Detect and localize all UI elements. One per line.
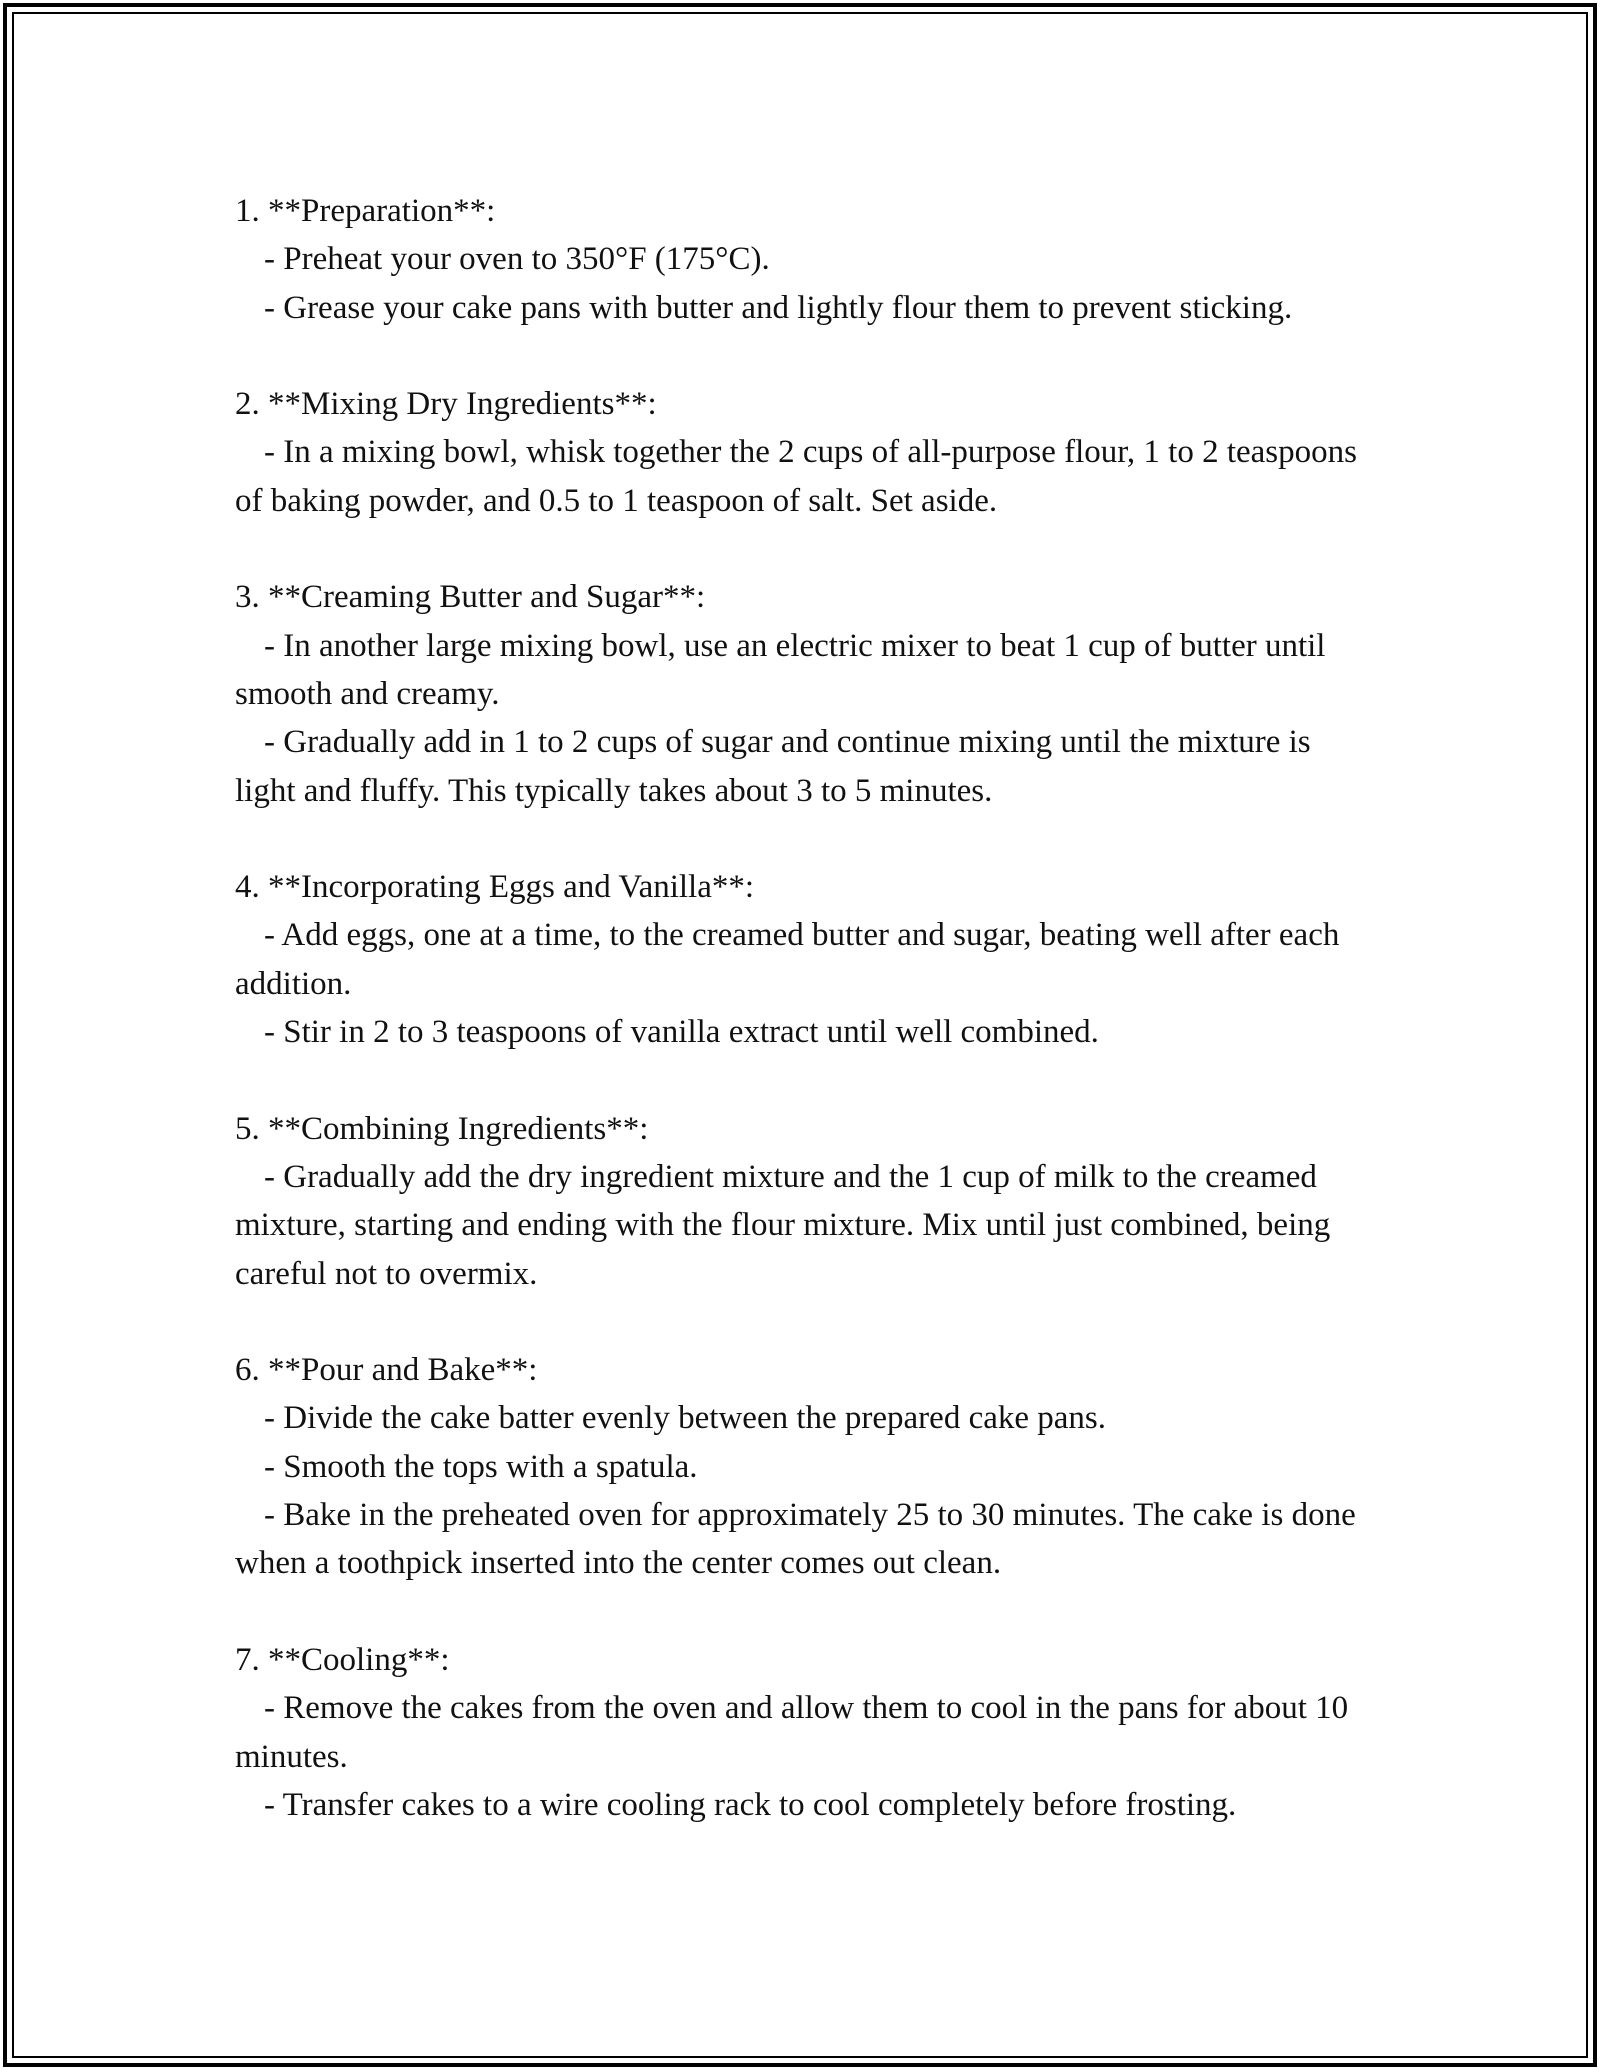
step-bullet: - In a mixing bowl, whisk together the 2 cups of all-purpose flour, 1 to 2 teaspoons of baking powder, and 0.5 to 1 teaspoon of salt. Set aside. bbox=[235, 434, 1357, 519]
step-title: 7. **Cooling**: bbox=[235, 1641, 450, 1678]
step-bullet: - Remove the cakes from the oven and allow them to cool in the pans for about 10 minutes. bbox=[235, 1690, 1349, 1775]
step-pour-and-bake bbox=[235, 1346, 1370, 1587]
recipe-instructions bbox=[235, 187, 1370, 1829]
step-mixing-dry-ingredients bbox=[235, 380, 1370, 525]
step-title: 2. **Mixing Dry Ingredients**: bbox=[235, 386, 657, 423]
step-bullet: - Preheat your oven to 350°F (175°C). bbox=[264, 241, 770, 278]
step-bullet: - Add eggs, one at a time, to the creamed butter and sugar, beating well after each addition. bbox=[235, 917, 1340, 1002]
step-title: 4. **Incorporating Eggs and Vanilla**: bbox=[235, 869, 755, 906]
step-eggs-vanilla bbox=[235, 863, 1370, 1056]
step-preparation bbox=[235, 187, 1370, 332]
step-title: 3. **Creaming Butter and Sugar**: bbox=[235, 579, 706, 616]
step-bullet: - Smooth the tops with a spatula. bbox=[264, 1448, 698, 1485]
step-bullet: - Stir in 2 to 3 teaspoons of vanilla extract until well combined. bbox=[264, 1014, 1099, 1051]
step-bullet: - Gradually add in 1 to 2 cups of sugar and continue mixing until the mixture is light and fluffy. This typically takes about 3 to 5 minutes. bbox=[235, 724, 1311, 809]
step-bullet: - Gradually add the dry ingredient mixture and the 1 cup of milk to the creamed mixture, starting and ending with the flour mixture. Mix until just combined, being careful not to overmix. bbox=[235, 1158, 1331, 1292]
step-bullet: - Bake in the preheated oven for approximately 25 to 30 minutes. The cake is done when a toothpick inserted into the center comes out clean. bbox=[235, 1497, 1356, 1582]
step-bullet: - In another large mixing bowl, use an electric mixer to beat 1 cup of butter until smooth and creamy. bbox=[235, 627, 1326, 712]
step-bullet: - Transfer cakes to a wire cooling rack to cool completely before frosting. bbox=[264, 1786, 1237, 1823]
step-bullet: - Divide the cake batter evenly between the prepared cake pans. bbox=[264, 1400, 1106, 1437]
step-title: 1. **Preparation**: bbox=[235, 193, 496, 229]
step-creaming-butter-sugar bbox=[235, 573, 1370, 814]
step-bullet: - Grease your cake pans with butter and lightly flour them to prevent sticking. bbox=[264, 289, 1293, 326]
step-title: 6. **Pour and Bake**: bbox=[235, 1352, 538, 1389]
step-combining-ingredients bbox=[235, 1105, 1370, 1298]
step-cooling bbox=[235, 1636, 1370, 1829]
step-title: 5. **Combining Ingredients**: bbox=[235, 1110, 649, 1147]
